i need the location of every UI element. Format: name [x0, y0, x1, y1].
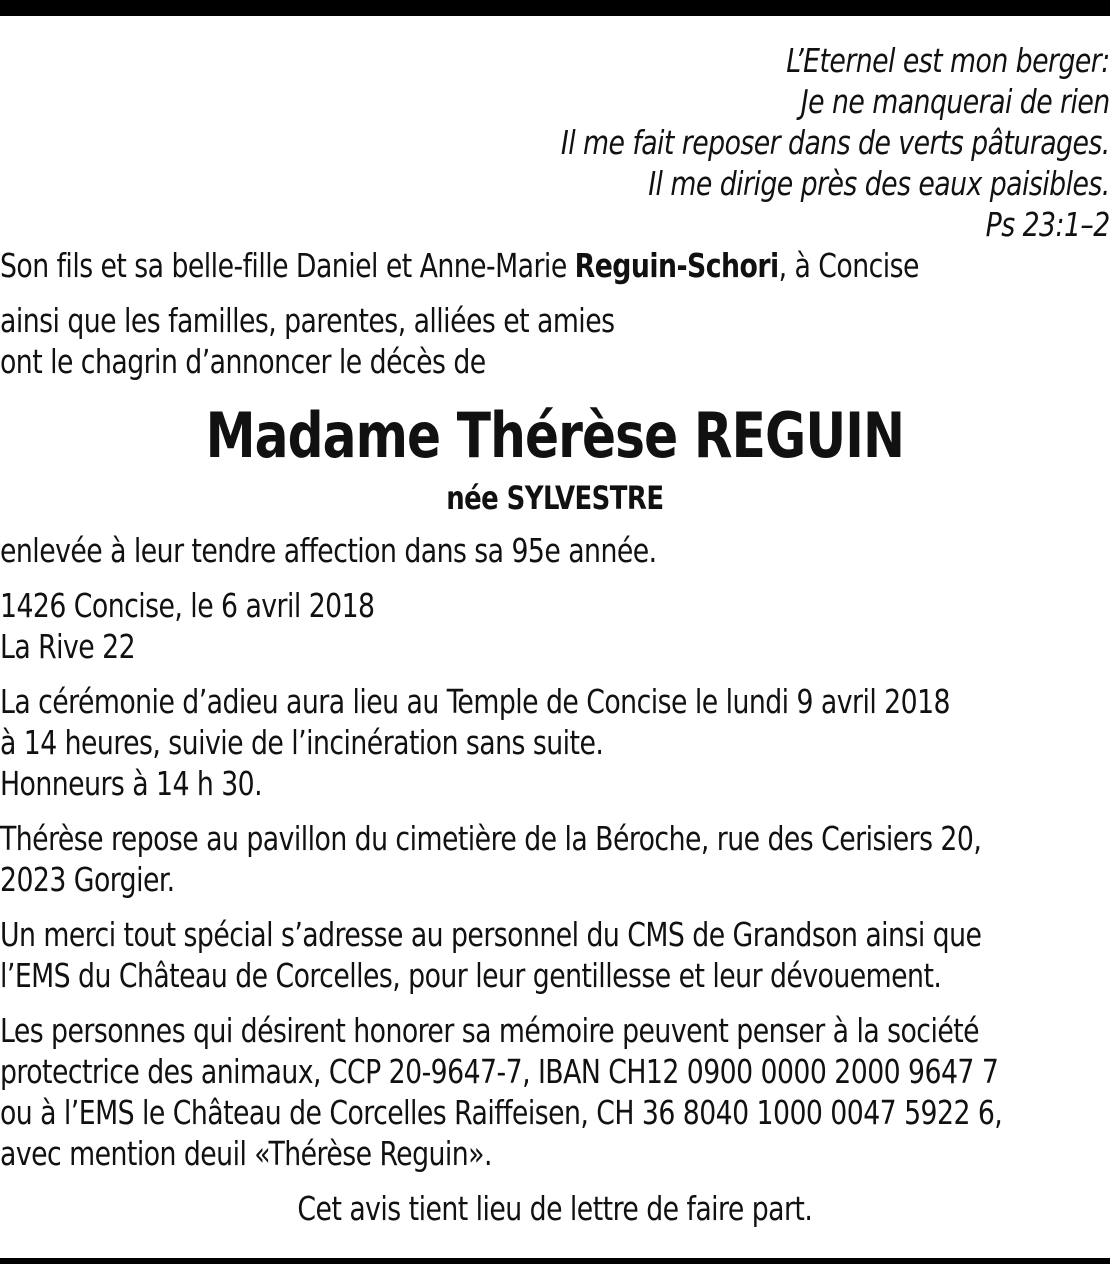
donations-line-1: Les personnes qui désirent honorer sa mémoire peuvent penser à la société	[0, 1011, 980, 1050]
obituary-notice	[0, 40, 1110, 1229]
family-announcement	[0, 245, 1110, 286]
thanks-line-2: l’EMS du Château de Corcelles, pour leur gentillesse et leur dévouement.	[0, 956, 942, 995]
donations-line-3: ou à l’EMS le Château de Corcelles Raiffeisen, CH 36 8040 1000 0047 5922 6,	[0, 1093, 1003, 1132]
rest-line-2: 2023 Gorgier.	[0, 860, 175, 899]
donations-line-4: avec mention deuil «Thérèse Reguin».	[0, 1134, 492, 1173]
closing-line: Cet avis tient lieu de lettre de faire part.	[297, 1189, 813, 1228]
address-line-1: 1426 Concise, le 6 avril 2018	[0, 586, 375, 625]
family-line-3: ont le chagrin d’annoncer le décès de	[0, 342, 486, 381]
address-line-2: La Rive 22	[0, 627, 136, 666]
rest-line-1: Thérèse repose au pavillon du cimetière de la Béroche, rue des Cerisiers 20,	[0, 819, 982, 858]
verse-line: Il me fait reposer dans de verts pâturages.	[560, 123, 1110, 162]
verse-line: L’Eternel est mon berger:	[786, 41, 1110, 80]
ceremony-line-3: Honneurs à 14 h 30.	[0, 764, 263, 803]
psalm-verse	[0, 40, 1110, 245]
family-intro: Son fils et sa belle-fille Daniel et Anne-Marie	[0, 246, 567, 285]
family-place: , à Concise	[778, 246, 919, 285]
ceremony-line-2: à 14 heures, suivie de l’incinération sans suite.	[0, 723, 604, 762]
family-line-2: ainsi que les familles, parentes, alliées et amies	[0, 301, 615, 340]
age-line: enlevée à leur tendre affection dans sa 95e année.	[0, 531, 657, 570]
verse-line: Je ne manquerai de rien	[800, 82, 1110, 121]
deceased-name: Madame Thérèse REGUIN	[205, 399, 905, 472]
maiden-name: née SYLVESTRE	[446, 479, 664, 517]
family-surname: Reguin-Schori	[574, 246, 779, 285]
bottom-rule	[0, 1258, 1110, 1264]
ceremony-line-1: La cérémonie d’adieu aura lieu au Temple de Concise le lundi 9 avril 2018	[0, 682, 950, 721]
verse-line: Il me dirige près des eaux paisibles.	[648, 164, 1110, 203]
thanks-line-1: Un merci tout spécial s’adresse au personnel du CMS de Grandson ainsi que	[0, 915, 982, 954]
donations-line-2: protectrice des animaux, CCP 20-9647-7, IBAN CH12 0900 0000 2000 9647 7	[0, 1052, 999, 1091]
verse-reference: Ps 23:1–2	[985, 205, 1110, 244]
top-rule	[0, 0, 1110, 16]
